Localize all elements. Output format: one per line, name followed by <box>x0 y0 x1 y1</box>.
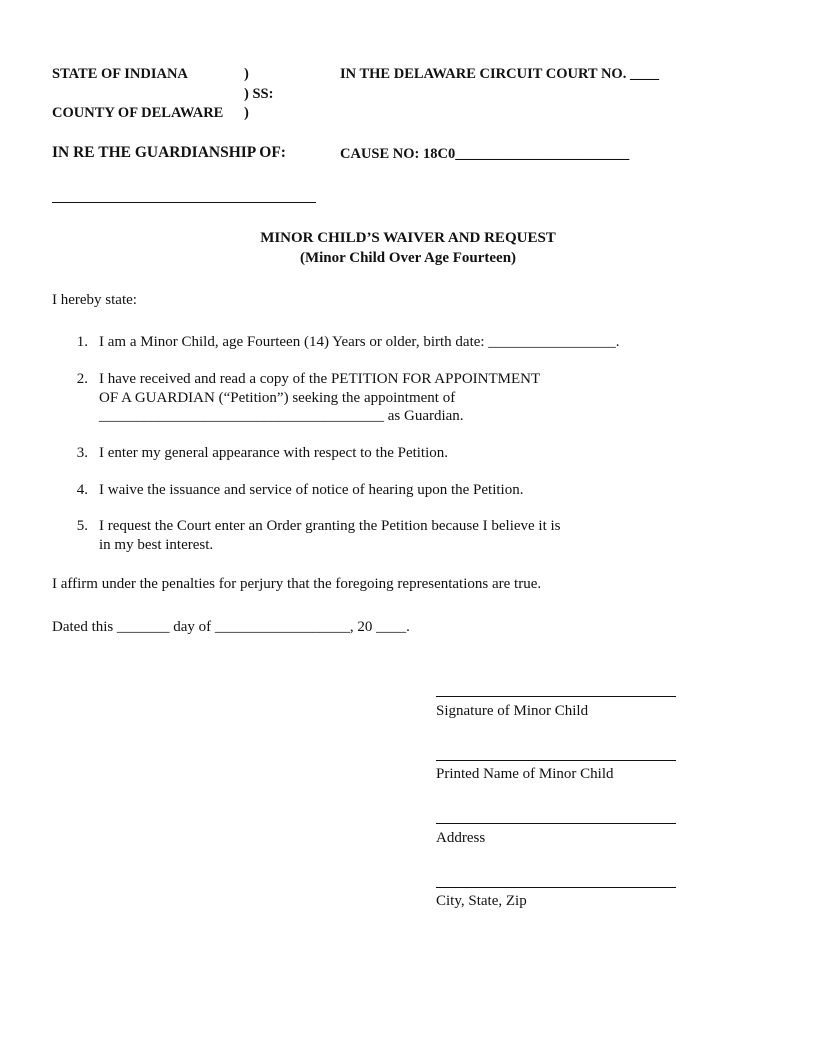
item-text: I waive the issuance and service of notice of hearing upon the Petition. <box>99 482 524 498</box>
city-state-zip-line <box>436 887 676 888</box>
item-text: I have received and read a copy of the PETITION FOR APPOINTMENT <box>99 371 541 387</box>
address-label: Address <box>436 830 486 846</box>
city-state-zip-label: City, State, Zip <box>436 893 527 909</box>
item-number: 4. <box>76 482 88 498</box>
address-line <box>436 823 676 824</box>
item-text: in my best interest. <box>99 537 214 553</box>
dated-line: Dated this _______ day of __________________, 20 ____. <box>52 619 410 635</box>
county-label: COUNTY OF DELAWARE <box>52 105 224 121</box>
item-text: I am a Minor Child, age Fourteen (14) Years or older, birth date: _________________. <box>99 334 620 350</box>
cause-number-field: CAUSE NO: 18C0________________________ <box>340 146 630 162</box>
item-text: I enter my general appearance with respect to the Petition. <box>99 445 449 461</box>
item-number: 2. <box>76 371 88 387</box>
printed-name-label: Printed Name of Minor Child <box>436 766 614 782</box>
signature-line <box>436 696 676 697</box>
item-number: 1. <box>76 334 88 350</box>
item-number: 5. <box>76 518 88 534</box>
ward-name-line <box>52 202 316 203</box>
state-label: STATE OF INDIANA <box>52 66 188 82</box>
signature-label: Signature of Minor Child <box>436 703 589 719</box>
document-title: MINOR CHILD’S WAIVER AND REQUEST <box>260 230 556 246</box>
printed-name-line <box>436 760 676 761</box>
document-subtitle: (Minor Child Over Age Fourteen) <box>299 250 517 266</box>
court-label: IN THE DELAWARE CIRCUIT COURT NO. ____ <box>340 66 659 82</box>
guardianship-heading: IN RE THE GUARDIANSHIP OF: <box>52 144 286 161</box>
caption-paren: ) <box>244 105 249 121</box>
item-text: ______________________________________ as Guardian. <box>99 408 464 424</box>
affirmation-text: I affirm under the penalties for perjury that the foregoing representations are true. <box>52 576 542 592</box>
item-text: I request the Court enter an Order granting the Petition because I believe it is <box>99 518 561 534</box>
item-number: 3. <box>76 445 88 461</box>
ss-label: ) SS: <box>244 86 274 102</box>
intro-text: I hereby state: <box>52 292 137 308</box>
item-text: OF A GUARDIAN (“Petition”) seeking the appointment of <box>99 390 456 406</box>
caption-paren: ) <box>244 66 249 82</box>
